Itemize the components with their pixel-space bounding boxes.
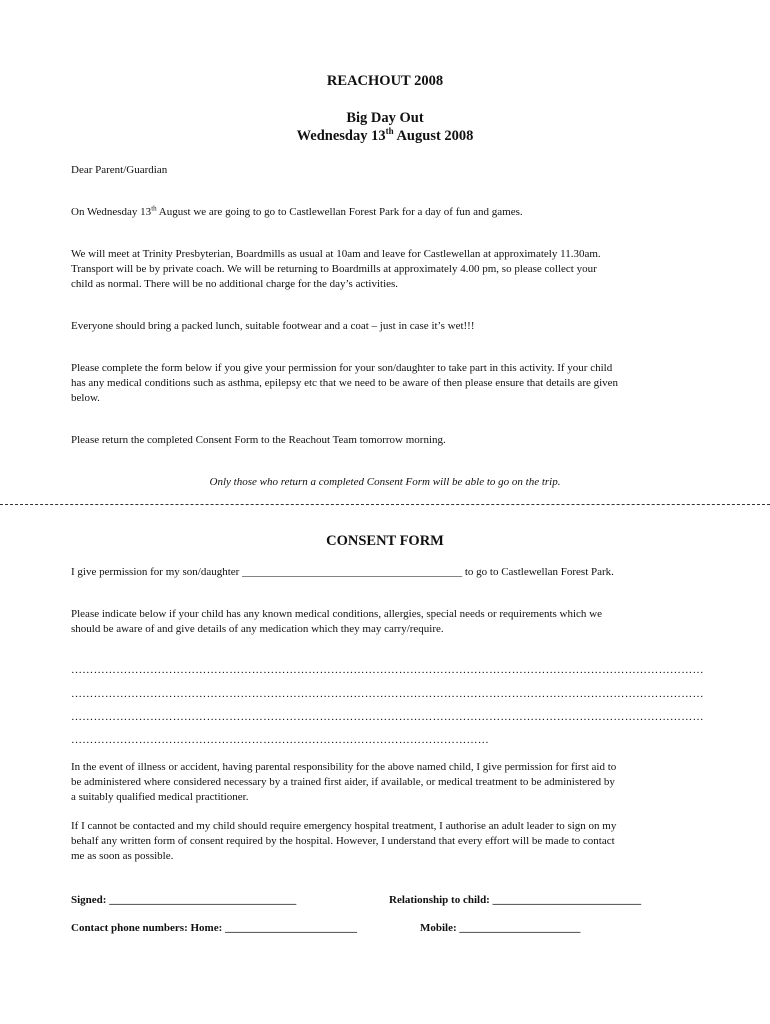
home-phone-field[interactable]: ________________________ [225, 922, 357, 934]
letter-date-heading: Wednesday 13th August 2008 [296, 126, 474, 144]
contact-statement-line-1: If I cannot be contacted and my child should require emergency hospital treatment, I authorise an adult leader to sign on my [71, 820, 617, 832]
medical-instructions-line-2: should be aware of and give details of any medication which they may carry/require. [71, 623, 444, 635]
medical-details-line-1[interactable]: …………………………………………………………………………………………………………………………………………………… [71, 664, 704, 676]
medical-details-line-3[interactable]: …………………………………………………………………………………………………………………………………………………… [71, 711, 704, 723]
phone-label: Contact phone numbers: Home: [71, 922, 225, 934]
paragraph-permission-line-2: has any medical conditions such as asthma, epilepsy etc that we need to be aware of then please ensure that details are given [71, 377, 619, 389]
trip-note: Only those who return a completed Consent Form will be able to go on the trip. [209, 476, 561, 488]
permission-statement: I give permission for my son/daughter ________________________________________ to go to Castlewellan Forest Park. [71, 566, 614, 578]
child-name-field[interactable]: ________________________________________ [242, 566, 463, 578]
paragraph-meeting-line-2: Transport will be by private coach. We will be returning to Boardmills at approximately 4.00 pm, so please collect your [71, 263, 597, 275]
home-phone-row [71, 921, 357, 936]
illness-statement-line-3: a suitably qualified medical practitioner. [71, 791, 249, 803]
medical-instructions-line-1: Please indicate below if your child has any known medical conditions, allergies, special needs or requirements which we [71, 608, 603, 620]
letter-subheading: Big Day Out [346, 110, 424, 126]
medical-details-line-2[interactable]: …………………………………………………………………………………………………………………………………………………… [71, 688, 704, 700]
relationship-field[interactable]: ___________________________ [492, 894, 642, 906]
mobile-label: Mobile: [420, 922, 460, 934]
medical-details-line-4[interactable]: ………………………………………………………………………………………………… [71, 734, 490, 746]
paragraph-permission-line-1: Please complete the form below if you give your permission for your son/daughter to take part in this activity. If your child [71, 362, 613, 374]
paragraph-permission-line-3: below. [71, 392, 100, 404]
relationship-label: Relationship to child: [389, 894, 493, 906]
paragraph-packing: Everyone should bring a packed lunch, suitable footwear and a coat – just in case it’s wet!!! [71, 320, 475, 332]
paragraph-meeting-line-1: We will meet at Trinity Presbyterian, Boardmills as usual at 10am and leave for Castlewellan at approximately 11.30am. [71, 248, 601, 260]
mobile-phone-row [420, 921, 580, 936]
illness-statement-line-2: be administered where considered necessary by a trained first aider, if available, or medical treatment to be administered by [71, 776, 615, 788]
letter-heading: REACHOUT 2008 [326, 73, 444, 89]
signature-field[interactable]: __________________________________ [109, 894, 297, 906]
paragraph-meeting-line-3: child as normal. There will be no additional charge for the day’s activities. [71, 278, 399, 290]
salutation: Dear Parent/Guardian [71, 164, 168, 176]
contact-statement-line-3: me as soon as possible. [71, 850, 174, 862]
paragraph-return-form: Please return the completed Consent Form to the Reachout Team tomorrow morning. [71, 434, 446, 446]
signature-row [71, 893, 296, 908]
mobile-phone-field[interactable]: ______________________ [459, 922, 581, 934]
paragraph-trip-announcement: On Wednesday 13th August we are going to go to Castlewellan Forest Park for a day of fun and games. [71, 204, 523, 218]
contact-statement-line-2: behalf any written form of consent required by the hospital. However, I understand that every effort will be made to contact [71, 835, 615, 847]
illness-statement-line-1: In the event of illness or accident, having parental responsibility for the above named child, I give permission for first aid to [71, 761, 617, 773]
cut-line-divider [0, 504, 770, 505]
signed-label: Signed: [71, 894, 110, 906]
consent-form-heading: CONSENT FORM [326, 533, 444, 549]
relationship-row [389, 893, 641, 908]
